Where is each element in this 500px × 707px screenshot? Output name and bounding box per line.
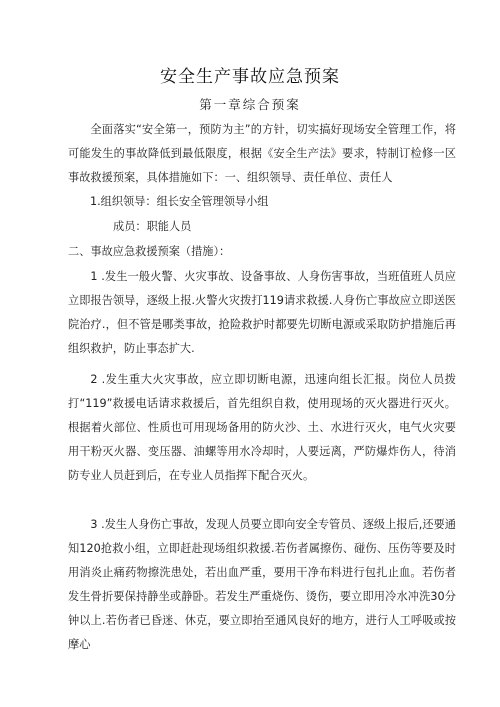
item-2-paragraph: 2 .发生重大火灾事故，应立即切断电源，迅速向组长汇报。岗位人员拨打“119”救援电话请求救援后，首先组织自救，使用现场的灭火器进行灭火。根据着火部位、性质也可用现场备用的防火沙、土、水进行灭火，电气火灾要用干粉灭火器、变压器、油螺等用水冷却时，人要远离，严防爆炸伤人，待消防专业人员赶到后，在专业人员指挥下配合灭火。	[68, 373, 456, 482]
chapter-heading: 第一章综合预案	[199, 97, 301, 112]
item-1-paragraph: 1 .发生一般火警、火灾事故、设备事故、人身伤害事故，当班值班人员应立即报告领导，逐级上报.火警火灾拨打119请求救援.人身伤亡事故应立即送医院治疗.，但不管是哪类事故，抢险救护时都要先切断电源或采取防护措施后再组织救护，防止事态扩大.	[68, 270, 456, 355]
org-leader-line: 1.组织领导：组长安全管理领导小组	[90, 195, 269, 208]
intro-paragraph: 全面落实“安全第一，预防为主”的方针，切实搞好现场安全管理工作，将可能发生的事故降低到最低限度，根据《安全生产法》要求，特制订检修一区事故救援预案，具体措施如下：一、组织领导、责任单位、责任人	[68, 123, 456, 184]
document-title: 安全生产事故应急预案	[160, 67, 340, 87]
item-3-paragraph: 3 .发生人身伤亡事故，发现人员要立即向安全专管员、逐级上报后,还要通知120抢救小组，立即赶赴现场组织救援.若伤者属擦伤、碰伤、压伤等要及时用消炎止痛药物擦洗患处，若出血严重，要用干净布料进行包扎止血。若伤者发生骨折要保持静坐或静卧。若发生严重烧伤、烫伤，要立即用冷水冲洗30分钟以上.若伤者已昏迷、休克，要立即抬至通风良好的地方，进行人工呼吸或按摩心	[68, 518, 456, 651]
members-line: 成员：职能人员	[113, 220, 192, 233]
section-two-heading: 二、事故应急救援预案（措施）：	[68, 245, 231, 258]
